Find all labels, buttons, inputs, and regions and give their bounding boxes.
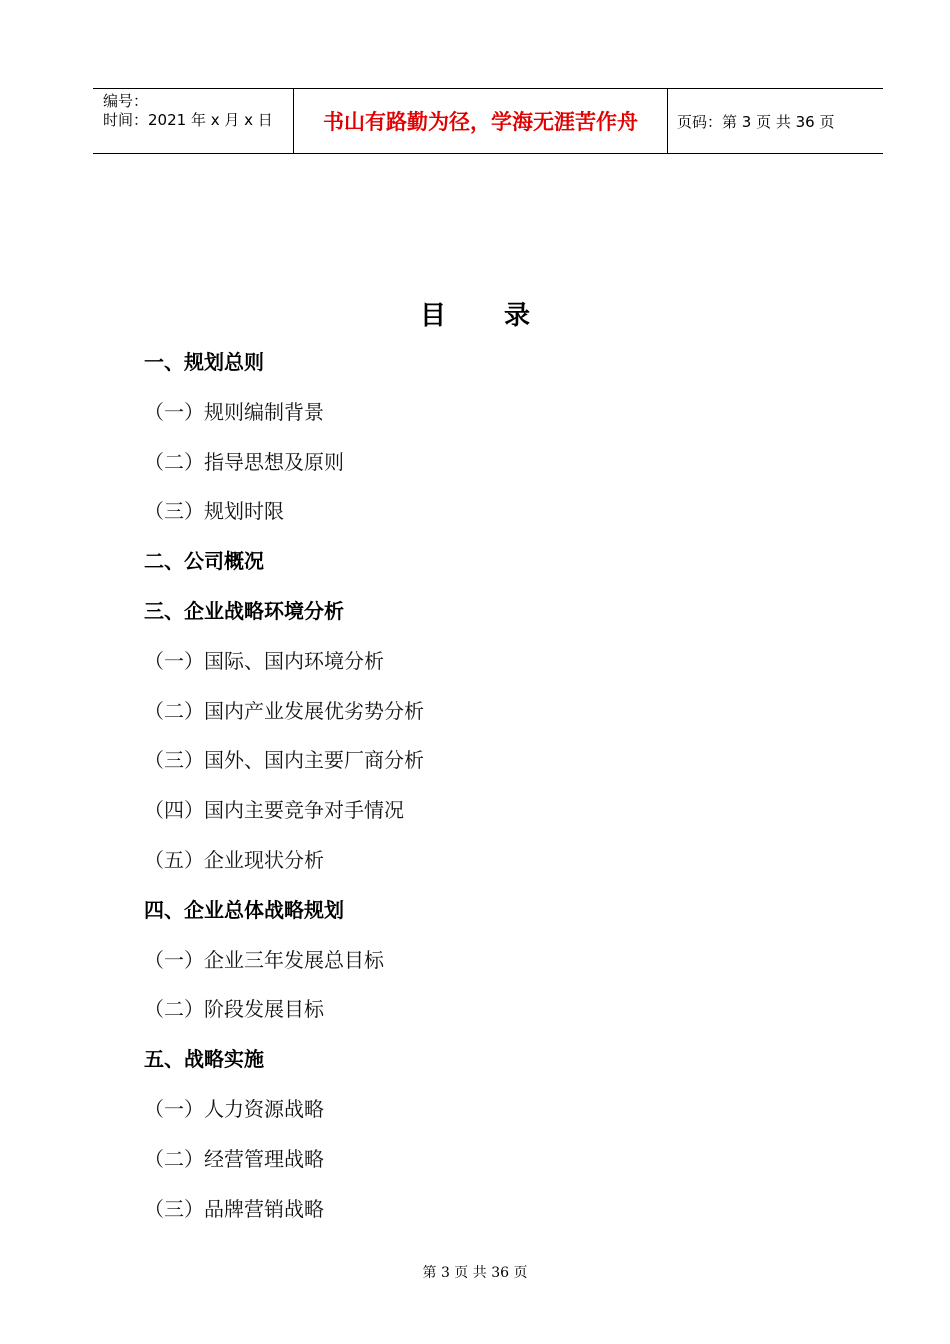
page-header	[93, 88, 883, 154]
table-of-contents	[144, 346, 844, 1242]
toc-section-heading: 四、企业总体战略规划	[144, 897, 344, 922]
toc-section-heading: 三、企业战略环境分析	[144, 598, 344, 623]
document-number-label: 编号：	[103, 92, 149, 110]
toc-subsection-item: （二）阶段发展目标	[144, 997, 324, 1022]
toc-subsection-item: （一）规则编制背景	[144, 399, 324, 424]
toc-subsection-item: （三）品牌营销战略	[144, 1196, 324, 1221]
toc-subsection-item: （三）规划时限	[144, 499, 284, 524]
document-title: 目录	[419, 301, 588, 331]
toc-subsection-item: （二）国内产业发展优劣势分析	[144, 698, 424, 723]
toc-subsection-item: （一）企业三年发展总目标	[144, 947, 384, 972]
document-date: 时间：2021 年 x 月 x 日	[103, 111, 273, 129]
toc-section-heading: 一、规划总则	[144, 350, 264, 374]
toc-subsection-item: （四）国内主要竞争对手情况	[144, 798, 404, 823]
header-motto: 书山有路勤为径，学海无涯苦作舟	[294, 89, 668, 153]
toc-subsection-item: （二）经营管理战略	[144, 1146, 324, 1171]
toc-section-heading: 五、战略实施	[144, 1047, 264, 1072]
page-footer: 第 3 页 共 36 页	[422, 1265, 528, 1281]
toc-subsection-item: （一）国际、国内环境分析	[144, 648, 384, 673]
toc-subsection-item: （五）企业现状分析	[144, 847, 324, 872]
header-meta	[93, 89, 294, 153]
toc-subsection-item: （三）国外、国内主要厂商分析	[144, 748, 424, 773]
toc-subsection-item: （二）指导思想及原则	[144, 449, 344, 474]
header-page-info: 页码：第 3 页 共 36 页	[677, 112, 835, 131]
toc-section-heading: 二、公司概况	[144, 549, 264, 574]
toc-subsection-item: （一）人力资源战略	[144, 1096, 324, 1121]
